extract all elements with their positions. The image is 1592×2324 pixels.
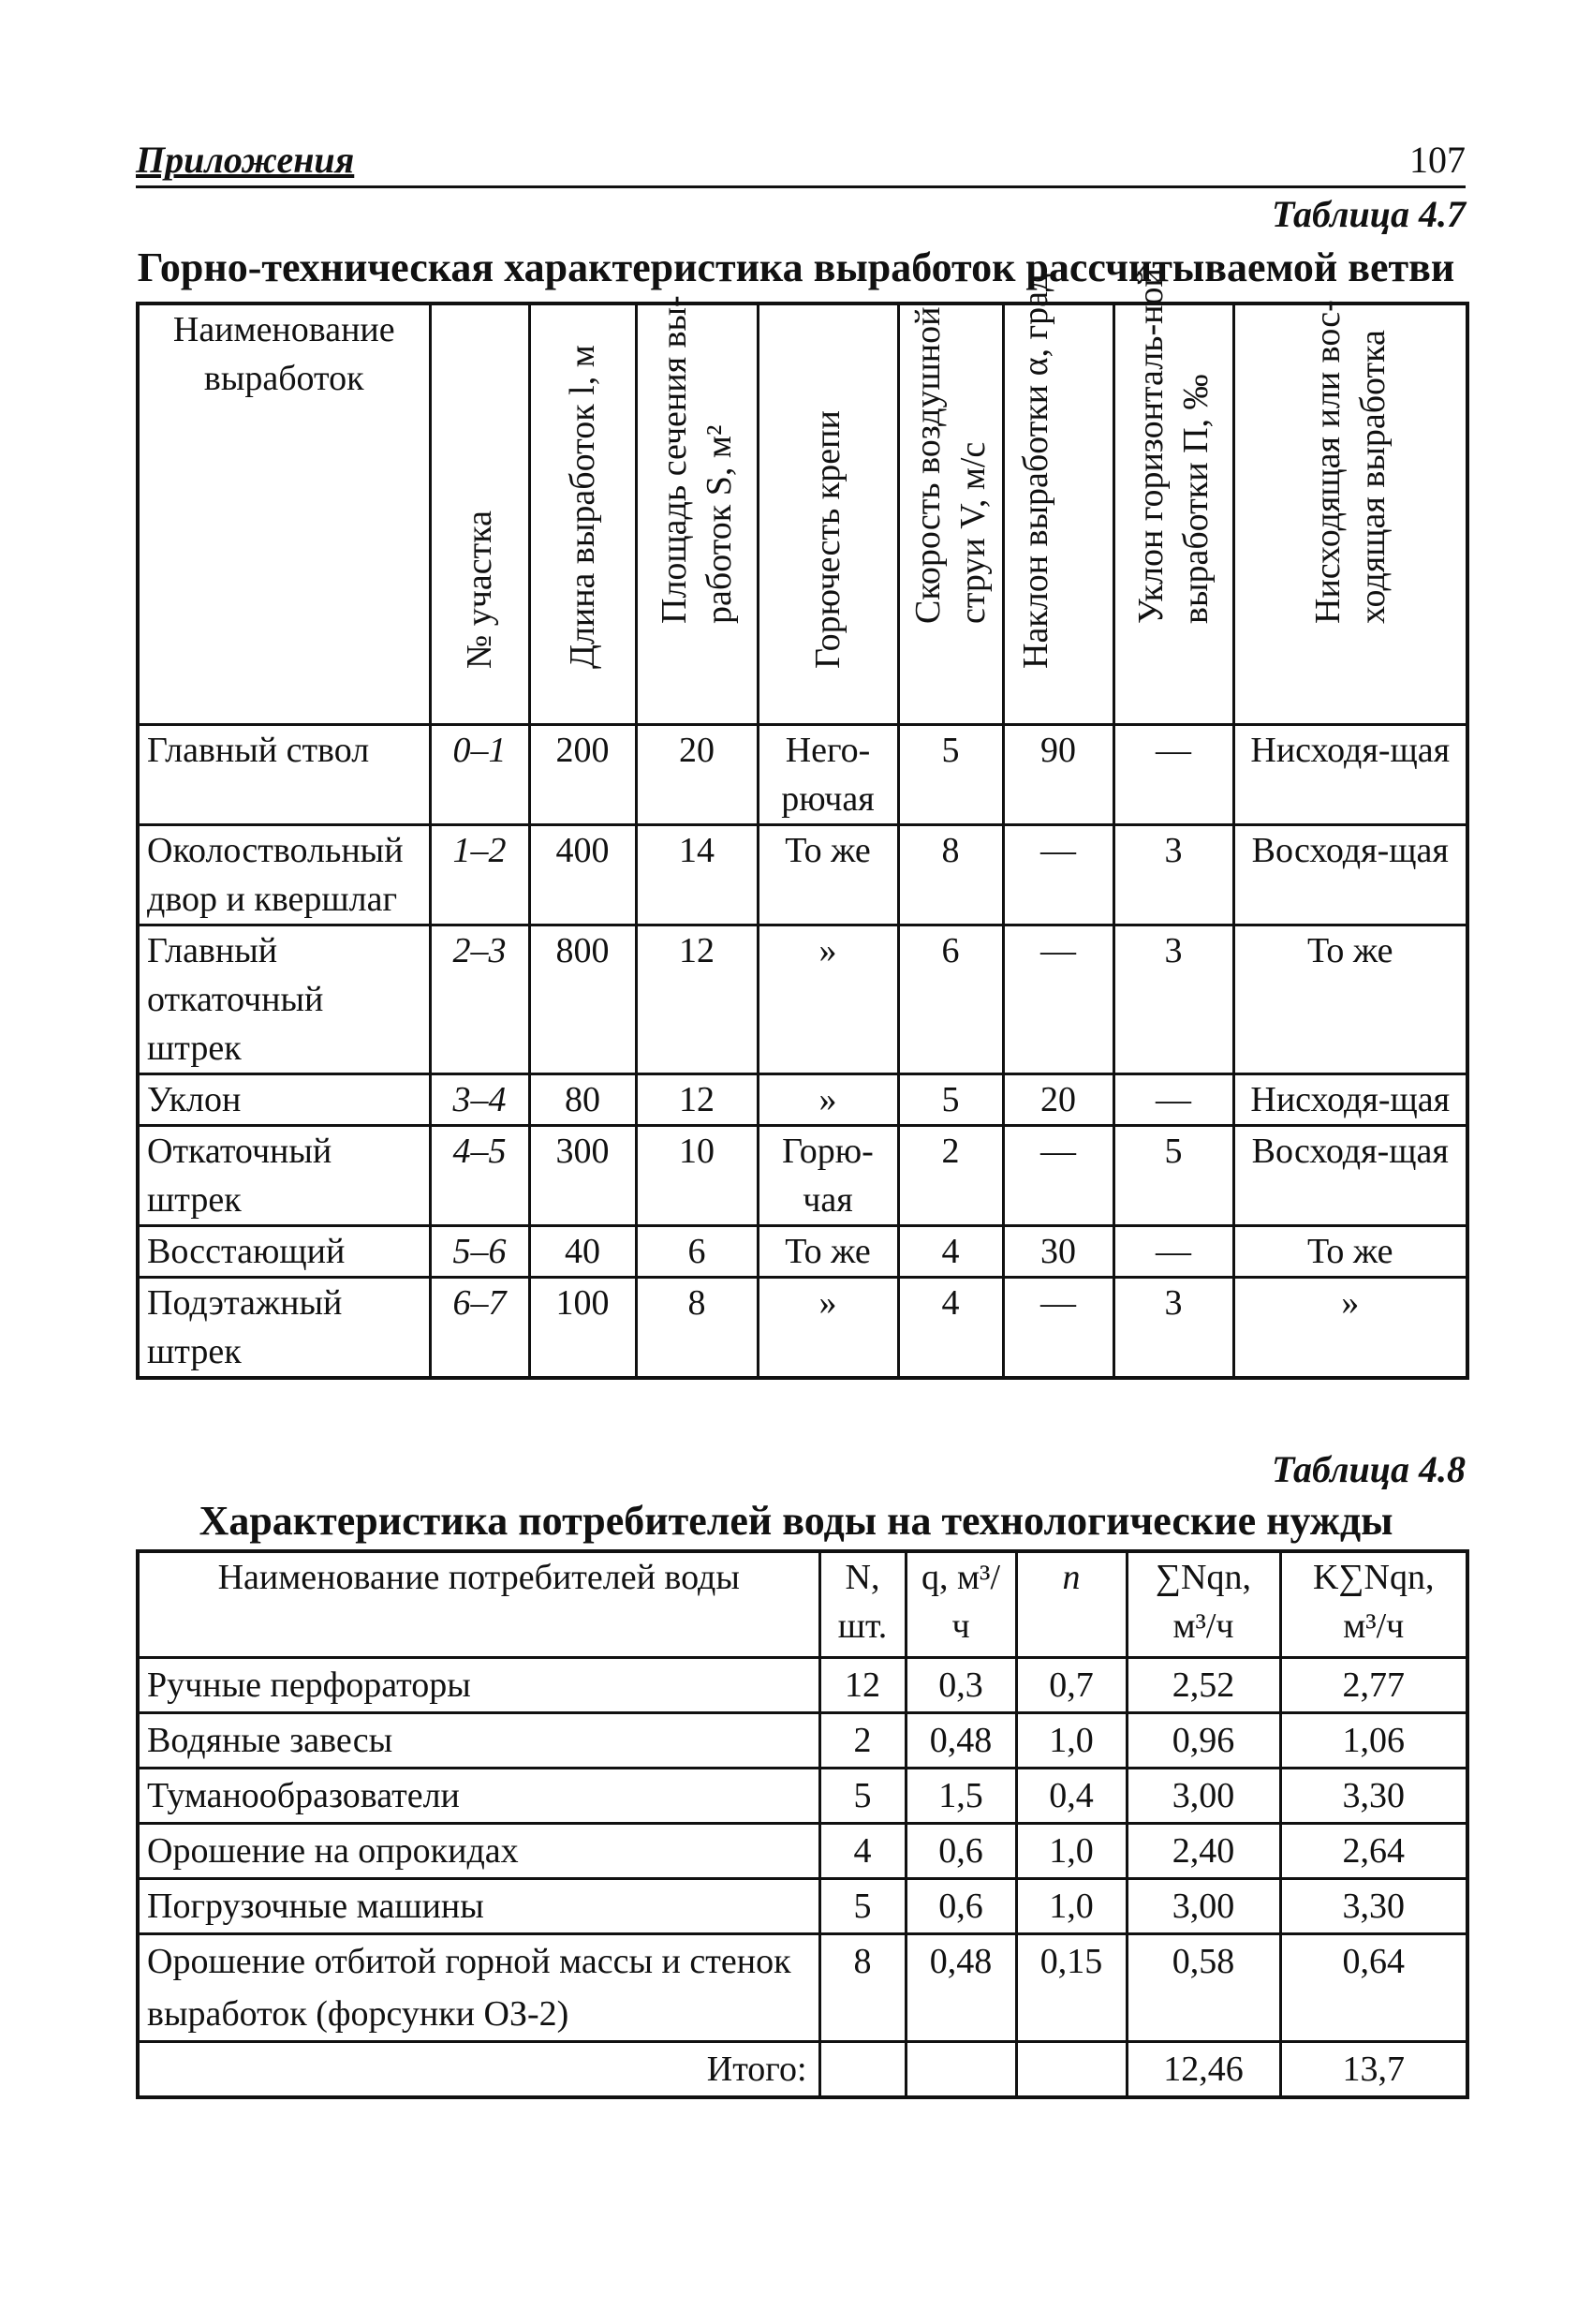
cell-name: Главный откаточный штрек (138, 925, 430, 1074)
cell-consumer-name: Водяные завесы (138, 1713, 819, 1769)
cell-length: 200 (529, 725, 636, 825)
header-flammability: Горючесть крепи (758, 303, 898, 725)
total-row (138, 2042, 1467, 2098)
cell-name: Подэтажный штрек (138, 1278, 430, 1379)
header-direction: Нисходящая или вос-ходящая выработка (1233, 303, 1467, 725)
cell-flammability: Него-рючая (758, 725, 898, 825)
cell-consumer-name: Орошение отбитой горной массы и стенок выработок (форсунки ОЗ-2) (138, 1934, 819, 2042)
total-empty-cell (906, 2042, 1016, 2098)
cell-cross-section: 6 (636, 1226, 758, 1278)
cell-section-no: 1–2 (430, 825, 529, 925)
cell-sum-nqn: 3,00 (1127, 1769, 1280, 1824)
total-empty-cell (819, 2042, 906, 2098)
cell-sum-nqn: 2,40 (1127, 1824, 1280, 1879)
cell-cross-section: 8 (636, 1278, 758, 1379)
total-k-sum-nqn: 13,7 (1280, 2042, 1467, 2098)
cell-direction: Нисходя-щая (1233, 725, 1467, 825)
cell-q-flow: 1,5 (906, 1769, 1016, 1824)
header-length: Длина выработок l, м (529, 303, 636, 725)
table-row (138, 925, 1467, 1074)
cell-flammability: Горю-чая (758, 1126, 898, 1226)
cell-consumer-name: Погрузочные машины (138, 1879, 819, 1934)
cell-length: 80 (529, 1074, 636, 1126)
cell-n-coef: 0,7 (1016, 1658, 1127, 1713)
header-q-flow: q, м³/ч (906, 1551, 1016, 1658)
cell-direction: То же (1233, 1226, 1467, 1278)
header-incline: Наклон выработки α, град (1003, 303, 1113, 725)
cell-length: 800 (529, 925, 636, 1074)
cell-n-coef: 1,0 (1016, 1879, 1127, 1934)
table-row (138, 1824, 1467, 1879)
cell-k-sum-nqn: 2,64 (1280, 1824, 1467, 1879)
cell-q-flow: 0,6 (906, 1824, 1016, 1879)
cell-k-sum-nqn: 1,06 (1280, 1713, 1467, 1769)
cell-q-flow: 0,3 (906, 1658, 1016, 1713)
cell-sum-nqn: 2,52 (1127, 1658, 1280, 1713)
cell-slope: — (1113, 1226, 1233, 1278)
water-consumers-table (136, 1549, 1469, 2099)
header-consumer-name: Наименование потребителей воды (138, 1551, 819, 1658)
cell-k-sum-nqn: 3,30 (1280, 1769, 1467, 1824)
total-empty-cell (1016, 2042, 1127, 2098)
cell-name: Околоствольный двор и квершлаг (138, 825, 430, 925)
cell-slope: 5 (1113, 1126, 1233, 1226)
cell-n-coef: 0,15 (1016, 1934, 1127, 2042)
cell-incline: — (1003, 925, 1113, 1074)
cell-n-coef: 0,4 (1016, 1769, 1127, 1824)
cell-flammability: » (758, 925, 898, 1074)
header-n-count: N, шт. (819, 1551, 906, 1658)
cell-slope: 3 (1113, 825, 1233, 925)
page-number: 107 (1409, 139, 1466, 181)
cell-slope: 3 (1113, 925, 1233, 1074)
cell-name: Восстающий (138, 1226, 430, 1278)
cell-cross-section: 12 (636, 1074, 758, 1126)
cell-length: 300 (529, 1126, 636, 1226)
cell-incline: — (1003, 825, 1113, 925)
cell-incline: 30 (1003, 1226, 1113, 1278)
running-head: Приложения (136, 139, 355, 181)
cell-name: Уклон (138, 1074, 430, 1126)
cell-direction: Нисходя-щая (1233, 1074, 1467, 1126)
cell-k-sum-nqn: 2,77 (1280, 1658, 1467, 1713)
cell-section-no: 0–1 (430, 725, 529, 825)
cell-slope: 3 (1113, 1278, 1233, 1379)
cell-q-flow: 0,48 (906, 1713, 1016, 1769)
cell-slope: — (1113, 725, 1233, 825)
cell-q-flow: 0,48 (906, 1934, 1016, 2042)
cell-k-sum-nqn: 0,64 (1280, 1934, 1467, 2042)
page-header (136, 139, 1466, 188)
cell-cross-section: 14 (636, 825, 758, 925)
cell-length: 40 (529, 1226, 636, 1278)
cell-n-count: 12 (819, 1658, 906, 1713)
cell-cross-section: 10 (636, 1126, 758, 1226)
header-section-no: № участка (430, 303, 529, 725)
cell-sum-nqn: 0,58 (1127, 1934, 1280, 2042)
table-4-8-title: Характеристика потребителей воды на технологические нужды (199, 1498, 1393, 1544)
cell-name: Главный ствол (138, 725, 430, 825)
mine-workings-table (136, 268, 1469, 1380)
header-name: Наименование выработок (138, 303, 430, 725)
cell-air-speed: 8 (898, 825, 1003, 925)
header-n-coef: n (1016, 1551, 1127, 1658)
cell-n-count: 2 (819, 1713, 906, 1769)
cell-section-no: 5–6 (430, 1226, 529, 1278)
table-header-row (138, 1551, 1467, 1658)
cell-direction: Восходя-щая (1233, 1126, 1467, 1226)
table-row (138, 1278, 1467, 1379)
cell-air-speed: 4 (898, 1278, 1003, 1379)
cell-air-speed: 4 (898, 1226, 1003, 1278)
header-sum-nqn: ∑Nqn, м³/ч (1127, 1551, 1280, 1658)
cell-section-no: 6–7 (430, 1278, 529, 1379)
cell-n-coef: 1,0 (1016, 1713, 1127, 1769)
cell-n-count: 5 (819, 1879, 906, 1934)
cell-incline: — (1003, 1126, 1113, 1226)
header-cross-section: Площадь сечения вы-работок S, м² (636, 303, 758, 725)
table-4-7-label: Таблица 4.7 (1272, 193, 1466, 235)
cell-k-sum-nqn: 3,30 (1280, 1879, 1467, 1934)
cell-section-no: 3–4 (430, 1074, 529, 1126)
table-4-7-title: Горно-техническая характеристика выработок рассчитываемой ветви (137, 244, 1455, 290)
header-k-sum-nqn: K∑Nqn, м³/ч (1280, 1551, 1467, 1658)
cell-flammability: То же (758, 825, 898, 925)
table-row (138, 1713, 1467, 1769)
cell-q-flow: 0,6 (906, 1879, 1016, 1934)
table-row (138, 725, 1467, 825)
cell-n-count: 5 (819, 1769, 906, 1824)
cell-length: 100 (529, 1278, 636, 1379)
table-row (138, 1769, 1467, 1824)
table-row (138, 1226, 1467, 1278)
cell-air-speed: 2 (898, 1126, 1003, 1226)
table-header-row (138, 303, 1467, 725)
table-4-8-label: Таблица 4.8 (1272, 1448, 1466, 1490)
cell-air-speed: 5 (898, 725, 1003, 825)
cell-incline: 90 (1003, 725, 1113, 825)
table-row (138, 1658, 1467, 1713)
cell-consumer-name: Ручные перфораторы (138, 1658, 819, 1713)
cell-consumer-name: Туманообразователи (138, 1769, 819, 1824)
table-row (138, 1074, 1467, 1126)
table-row (138, 1879, 1467, 1934)
cell-incline: — (1003, 1278, 1113, 1379)
cell-sum-nqn: 0,96 (1127, 1713, 1280, 1769)
cell-consumer-name: Орошение на опрокидах (138, 1824, 819, 1879)
total-sum-nqn: 12,46 (1127, 2042, 1280, 2098)
cell-incline: 20 (1003, 1074, 1113, 1126)
cell-sum-nqn: 3,00 (1127, 1879, 1280, 1934)
table-row (138, 1126, 1467, 1226)
cell-cross-section: 12 (636, 925, 758, 1074)
table-row (138, 825, 1467, 925)
total-label: Итого: (138, 2042, 819, 2098)
cell-slope: — (1113, 1074, 1233, 1126)
table-row (138, 1934, 1467, 2042)
cell-flammability: » (758, 1074, 898, 1126)
cell-air-speed: 5 (898, 1074, 1003, 1126)
cell-flammability: То же (758, 1226, 898, 1278)
header-slope: Уклон горизонталь-ной выработки П, ‰ (1113, 303, 1233, 725)
header-air-speed: Скорость воздушной струи V, м/с (898, 303, 1003, 725)
cell-direction: Восходя-щая (1233, 825, 1467, 925)
cell-flammability: » (758, 1278, 898, 1379)
cell-air-speed: 6 (898, 925, 1003, 1074)
cell-section-no: 2–3 (430, 925, 529, 1074)
cell-name: Откаточный штрек (138, 1126, 430, 1226)
cell-direction: То же (1233, 925, 1467, 1074)
cell-n-count: 4 (819, 1824, 906, 1879)
cell-direction: » (1233, 1278, 1467, 1379)
cell-cross-section: 20 (636, 725, 758, 825)
cell-n-coef: 1,0 (1016, 1824, 1127, 1879)
cell-length: 400 (529, 825, 636, 925)
cell-section-no: 4–5 (430, 1126, 529, 1226)
cell-n-count: 8 (819, 1934, 906, 2042)
